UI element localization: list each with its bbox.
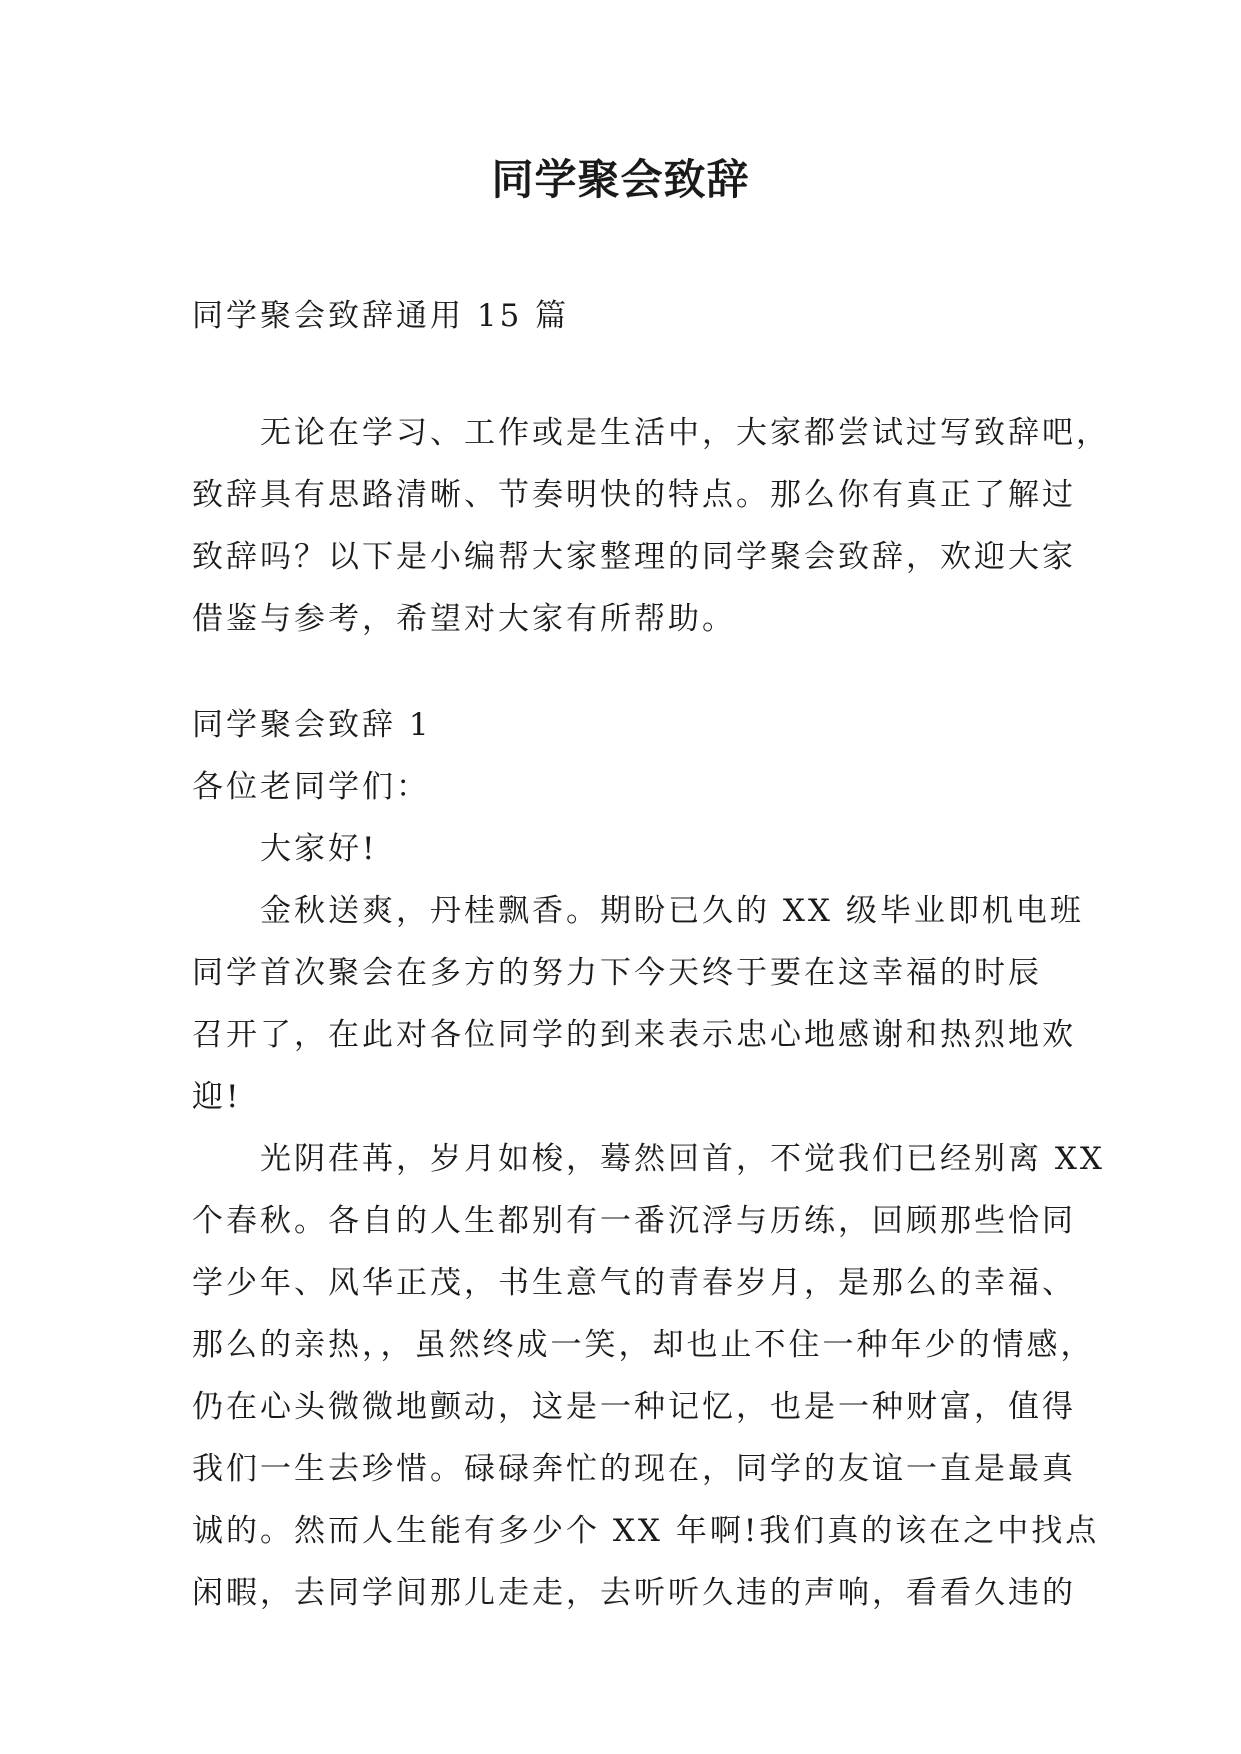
paragraph-line: 那么的亲热，，虽然终成一笑，却也止不住一种年少的情感， xyxy=(192,1327,1095,1363)
paragraph-line: 仍在心头微微地颤动，这是一种记忆，也是一种财富，值得 xyxy=(192,1389,1076,1425)
intro-line: 致辞吗？以下是小编帮大家整理的同学聚会致辞，欢迎大家 xyxy=(192,539,1076,575)
greeting: 大家好! xyxy=(192,831,378,867)
paragraph-line: 迎! xyxy=(192,1079,242,1115)
paragraph-line: 诚的。然而人生能有多少个 XX 年啊!我们真的该在之中找点 xyxy=(192,1513,1100,1549)
paragraph-line: 光阴荏苒，岁月如梭，蓦然回首，不觉我们已经别离 XX xyxy=(192,1141,1105,1177)
paragraph-line: 金秋送爽，丹桂飘香。期盼已久的 XX 级毕业即机电班 xyxy=(192,893,1084,929)
paragraph-line: 召开了，在此对各位同学的到来表示忠心地感谢和热烈地欢 xyxy=(192,1017,1076,1053)
section-heading: 同学聚会致辞 1 xyxy=(192,707,432,743)
subtitle-line: 同学聚会致辞通用 15 篇 xyxy=(192,298,570,334)
paragraph-line: 闲暇，去同学间那儿走走，去听听久违的声响，看看久违的 xyxy=(192,1575,1076,1611)
paragraph-line: 学少年、风华正茂，书生意气的青春岁月，是那么的幸福、 xyxy=(192,1265,1076,1301)
intro-paragraph xyxy=(192,402,1110,650)
intro-line: 致辞具有思路清晰、节奏明快的特点。那么你有真正了解过 xyxy=(192,477,1076,513)
paragraph-line: 我们一生去珍惜。碌碌奔忙的现在，同学的友谊一直是最真 xyxy=(192,1451,1076,1487)
salutation: 各位老同学们： xyxy=(192,769,430,805)
intro-line: 无论在学习、工作或是生活中，大家都尝试过写致辞吧， xyxy=(192,415,1110,451)
document-title: 同学聚会致辞 xyxy=(491,155,750,204)
paragraph-line: 同学首次聚会在多方的努力下今天终于要在这幸福的时辰 xyxy=(192,955,1042,991)
paragraph-line: 个春秋。各自的人生都别有一番沉浮与历练，回顾那些恰同 xyxy=(192,1203,1076,1239)
document-subtitle xyxy=(192,285,1072,347)
intro-line: 借鉴与参考，希望对大家有所帮助。 xyxy=(192,601,736,637)
speech-section xyxy=(192,694,1105,1624)
